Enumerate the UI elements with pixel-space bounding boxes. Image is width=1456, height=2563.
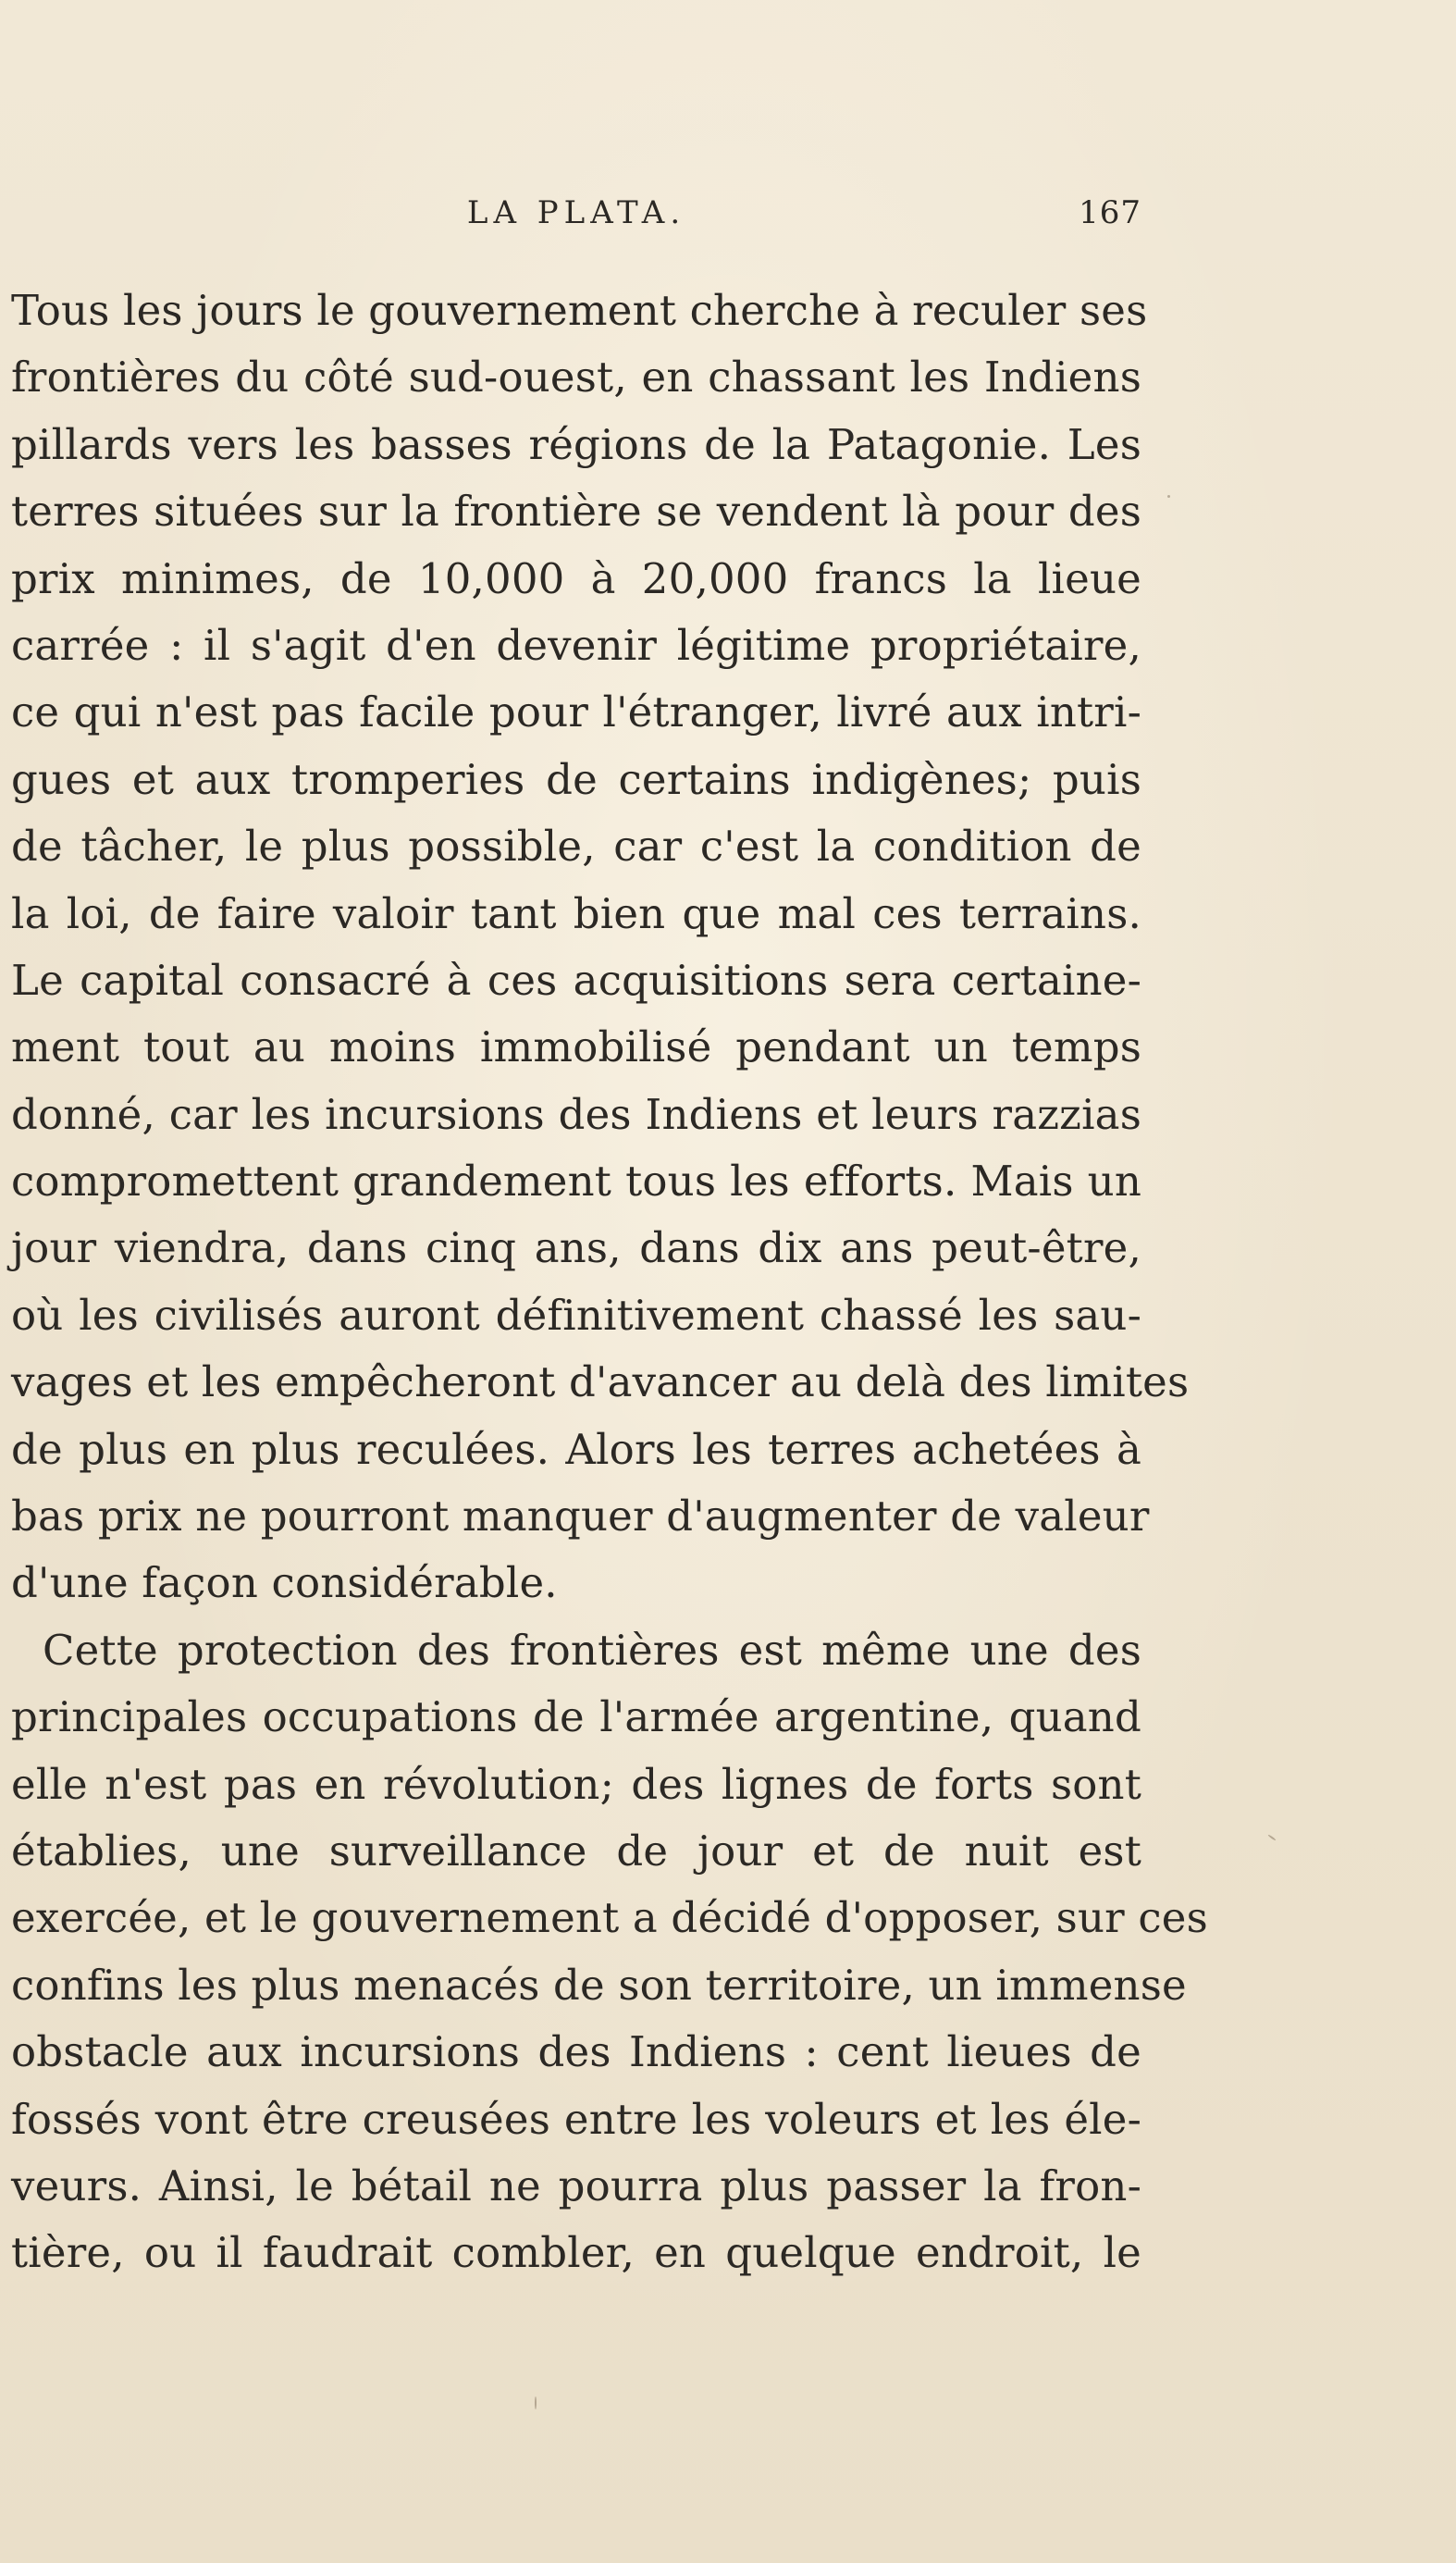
text-line: de plus en plus reculées. Alors les terres achetées à bbox=[11, 1424, 1141, 1474]
body-text bbox=[11, 278, 1208, 2287]
paper-speck bbox=[535, 2396, 537, 2409]
page-number: 167 bbox=[1079, 194, 1141, 231]
paper-speck bbox=[1267, 1834, 1276, 1840]
text-line: tière, ou il faudrait combler, en quelque endroit, le bbox=[11, 2228, 1141, 2278]
text-line: vages et les empêcheront d'avancer au delà des limites bbox=[11, 1357, 1190, 1407]
page-header bbox=[11, 194, 1141, 250]
text-line: Le capital consacré à ces acquisitions sera certaine- bbox=[11, 955, 1141, 1005]
text-line: gues et aux tromperies de certains indigènes; puis bbox=[11, 754, 1141, 804]
text-line: exercée, et le gouvernement a décidé d'opposer, sur ces bbox=[11, 1893, 1208, 1943]
text-line: Tous les jours le gouvernement cherche à reculer ses bbox=[11, 286, 1148, 335]
text-line: principales occupations de l'armée argentine, quand bbox=[11, 1692, 1141, 1742]
text-line: veurs. Ainsi, le bétail ne pourra plus passer la fron- bbox=[11, 2161, 1141, 2210]
paper-speck bbox=[1167, 495, 1170, 498]
text-line: frontières du côté sud-ouest, en chassant les Indiens bbox=[11, 353, 1141, 402]
text-line: prix minimes, de 10,000 à 20,000 francs la lieue bbox=[11, 553, 1141, 603]
text-line: pillards vers les basses régions de la Patagonie. Les bbox=[11, 419, 1141, 469]
text-line-paragraph-start: Cette protection des frontières est même une des bbox=[43, 1625, 1141, 1675]
text-line: où les civilisés auront définitivement chassé les sau- bbox=[11, 1290, 1141, 1340]
text-line: compromettent grandement tous les efforts. Mais un bbox=[11, 1157, 1141, 1207]
text-line: la loi, de faire valoir tant bien que mal ces terrains. bbox=[11, 888, 1141, 938]
text-line: terres situées sur la frontière se vendent là pour des bbox=[11, 487, 1141, 537]
text-line: ce qui n'est pas facile pour l'étranger, livré aux intri- bbox=[11, 687, 1141, 737]
text-line: ment tout au moins immobilisé pendant un temps bbox=[11, 1022, 1141, 1072]
text-line: confins les plus menacés de son territoire, un immense bbox=[11, 1960, 1187, 2010]
text-line: fossés vont être creusées entre les voleurs et les éle- bbox=[11, 2094, 1141, 2144]
text-line-paragraph-end: d'une façon considérable. bbox=[11, 1558, 558, 1608]
text-line: bas prix ne pourront manquer d'augmenter de valeur bbox=[11, 1492, 1150, 1542]
text-line: obstacle aux incursions des Indiens : cent lieues de bbox=[11, 2027, 1141, 2077]
text-line: elle n'est pas en révolution; des lignes de forts sont bbox=[11, 1759, 1141, 1809]
text-line: de tâcher, le plus possible, car c'est la condition de bbox=[11, 822, 1141, 872]
text-line: établies, une surveillance de jour et de nuit est bbox=[11, 1826, 1141, 1876]
text-line: jour viendra, dans cinq ans, dans dix ans peut-être, bbox=[11, 1223, 1141, 1273]
running-title: LA PLATA. bbox=[466, 194, 686, 231]
text-line: donné, car les incursions des Indiens et leurs razzias bbox=[11, 1089, 1141, 1139]
text-line: carrée : il s'agit d'en devenir légitime propriétaire, bbox=[11, 620, 1141, 670]
